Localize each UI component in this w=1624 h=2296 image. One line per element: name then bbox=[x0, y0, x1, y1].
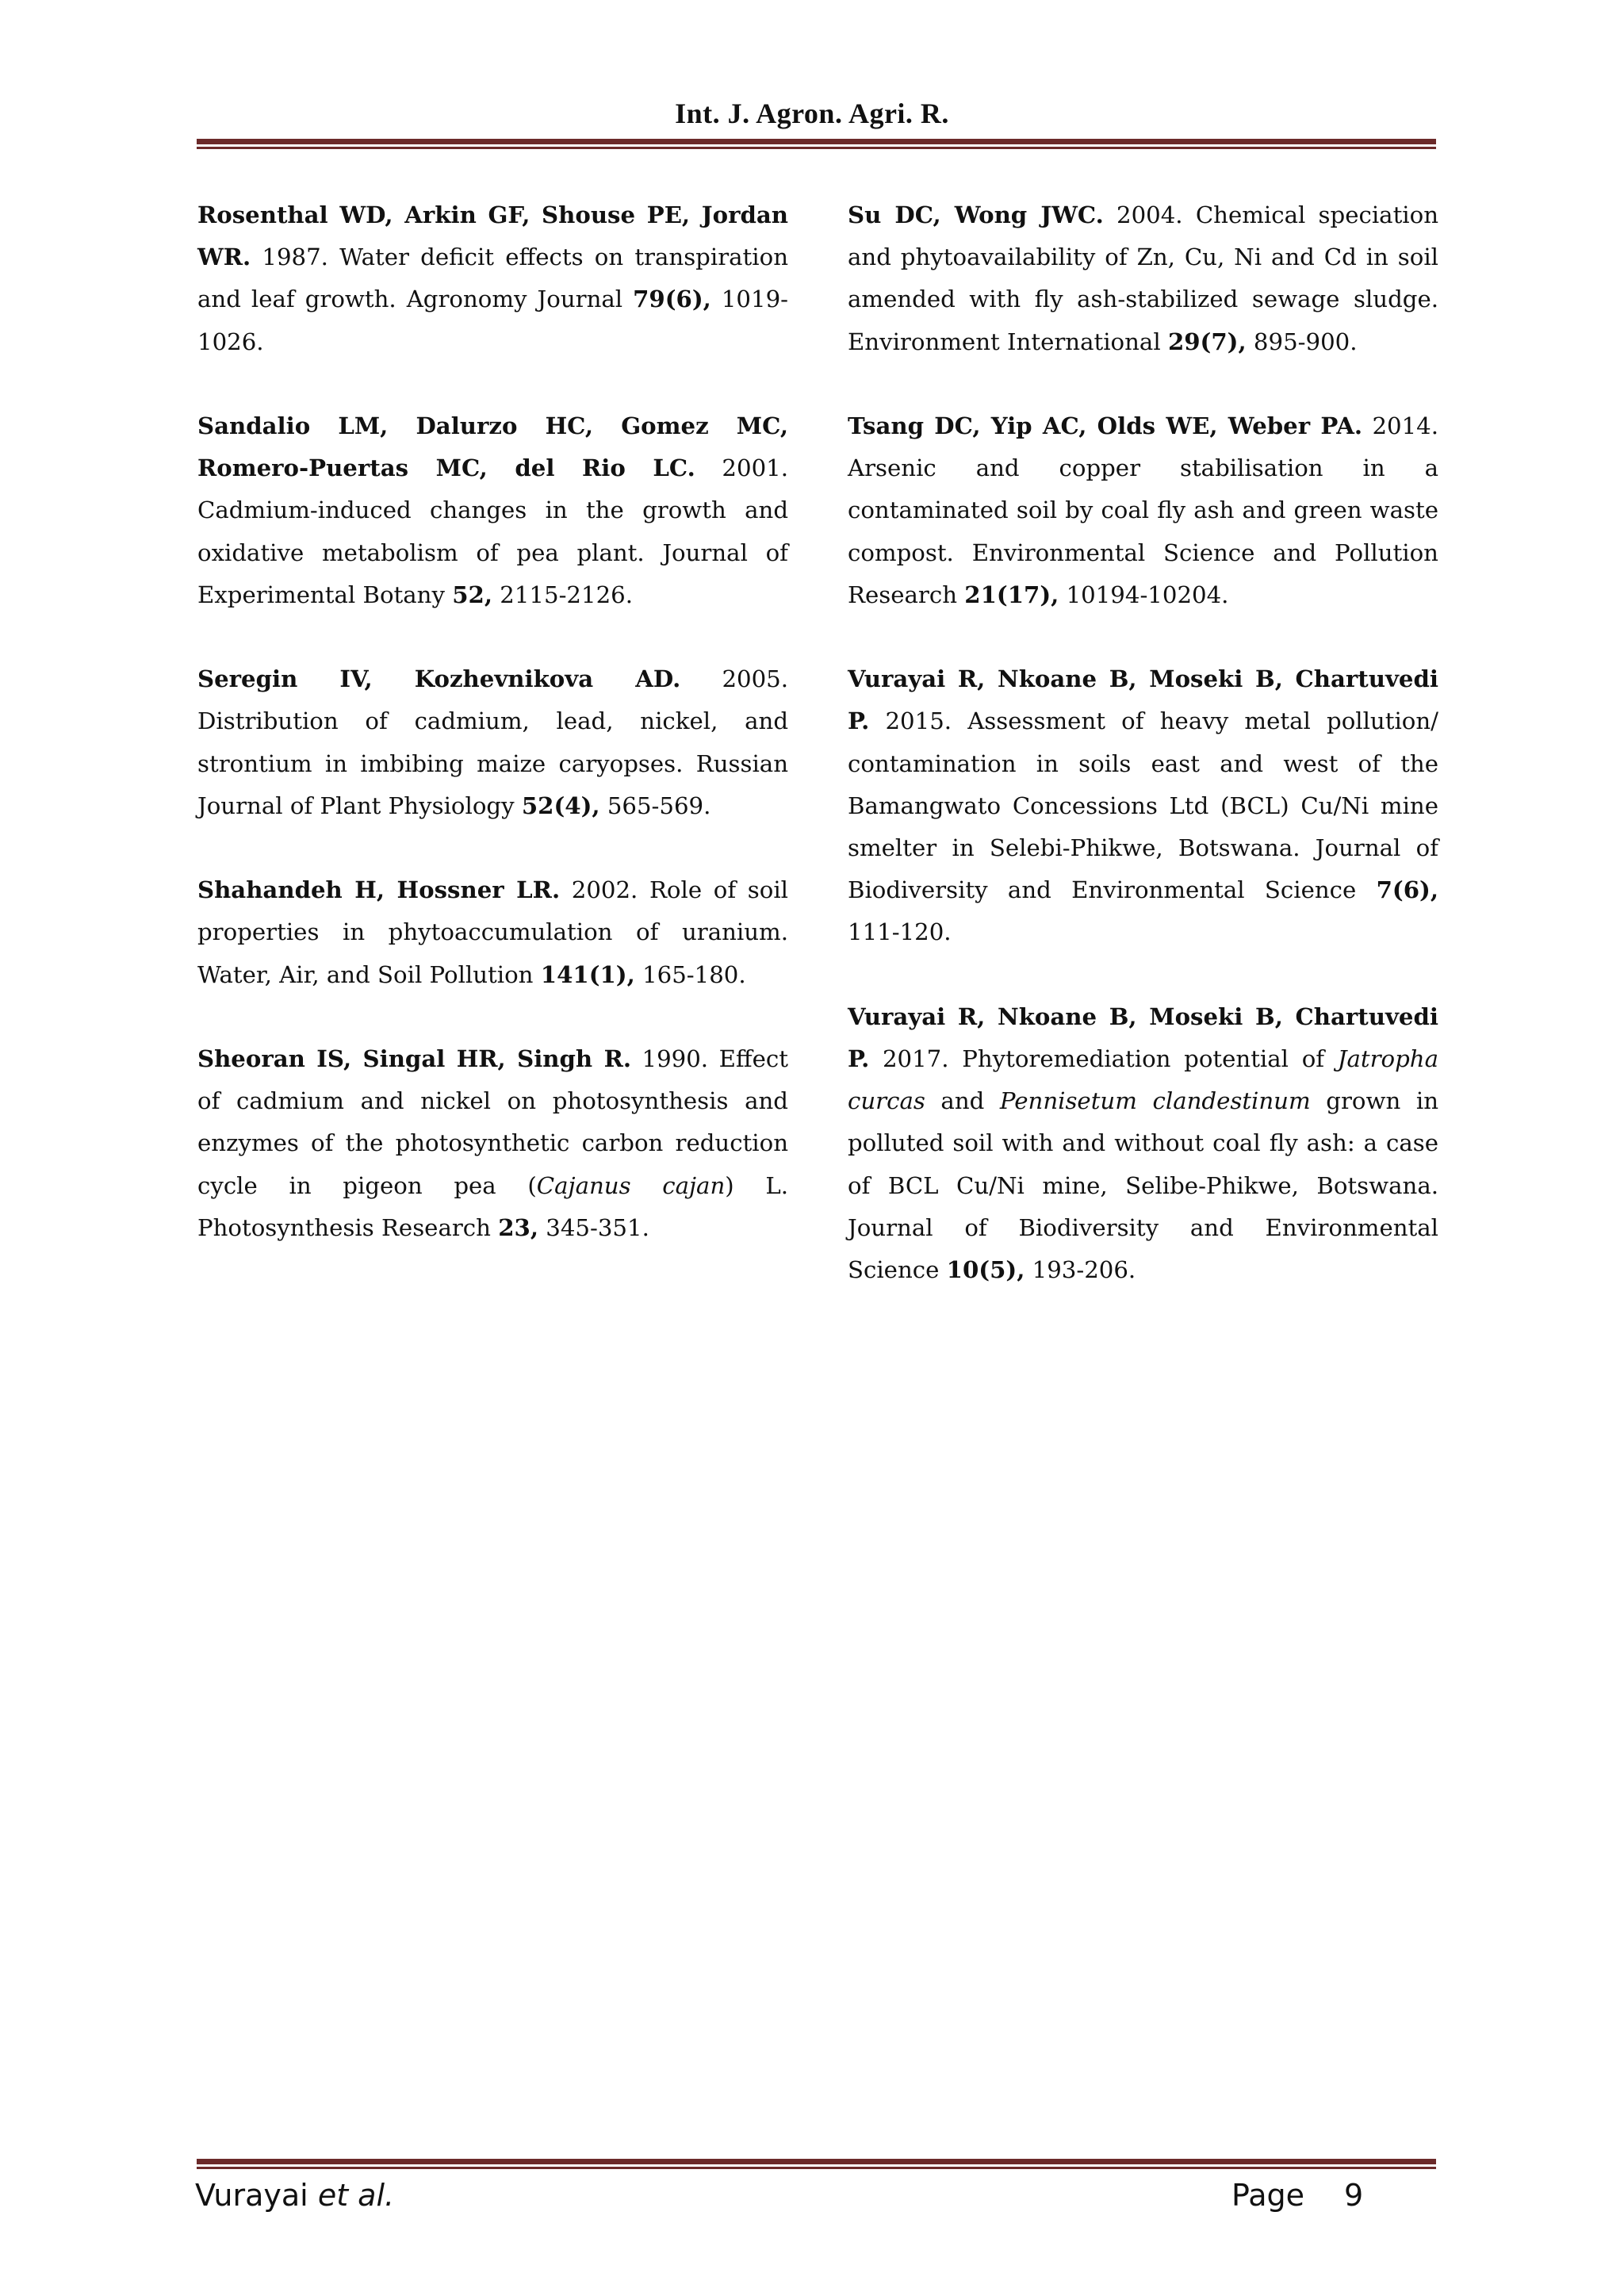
reference-authors: Sandalio LM, Dalurzo HC, Gomez MC, Romero-Puertas MC, del Rio LC. bbox=[197, 412, 788, 482]
header-rule-thin bbox=[197, 147, 1436, 149]
reference-entry: Tsang DC, Yip AC, Olds WE, Weber PA. 2014. Arsenic and copper stabilisation in a contaminated soil by coal fly ash and green waste compost. Environmental Science and Pollution Research 21(17), 10194-10204. bbox=[848, 412, 1439, 608]
reference-volume: 7(6), bbox=[1376, 876, 1438, 904]
header-rule-thick bbox=[197, 139, 1436, 144]
reference-volume: 21(17), bbox=[964, 581, 1059, 608]
species-name: Cajanus cajan bbox=[536, 1171, 726, 1199]
references-right-column bbox=[848, 194, 1438, 1333]
reference-volume: 141(1), bbox=[540, 960, 635, 988]
reference-authors: Seregin IV, Kozhevnikova AD. bbox=[197, 665, 681, 693]
footer-rule-thick bbox=[197, 2159, 1436, 2164]
journal-running-title: Int. J. Agron. Agri. R. bbox=[675, 98, 949, 129]
reference-volume: 52, bbox=[452, 581, 493, 608]
reference-authors: Sheoran IS, Singal HR, Singh R. bbox=[197, 1045, 631, 1072]
reference-volume: 79(6), bbox=[633, 286, 711, 313]
header-rule bbox=[197, 139, 1436, 149]
reference-entry: Vurayai R, Nkoane B, Moseki B, Chartuvedi P. 2017. Phytoremediation potential of Jatropha curcas and Pennisetum clandestinum grown in polluted soil with and without coal fly ash: a case of BCL Cu/Ni mine, Selibe-Phikwe, Botswana. Journal of Biodiversity and Environmental Science 10(5), 193-206. bbox=[848, 1002, 1438, 1284]
footer-page bbox=[1231, 2178, 1363, 2213]
footer-rule bbox=[197, 2159, 1436, 2169]
footer-author: Vurayai et al. bbox=[195, 2178, 395, 2213]
species-name: Pennisetum clandestinum bbox=[999, 1087, 1311, 1115]
footer-rule-thin bbox=[197, 2167, 1436, 2169]
page-number: 9 bbox=[1344, 2178, 1364, 2213]
reference-entry: Su DC, Wong JWC. 2004. Chemical speciation and phytoavailability of Zn, Cu, Ni and Cd in soil amended with fly ash-stabilized sewage sludge. Environment International 29(7), 895-900. bbox=[848, 201, 1438, 355]
reference-authors: Tsang DC, Yip AC, Olds WE, Weber PA. bbox=[848, 412, 1363, 439]
reference-authors: Vurayai R, Nkoane B, Moseki B, Chartuvedi P. bbox=[848, 665, 1438, 735]
reference-entry: Seregin IV, Kozhevnikova AD. 2005. Distribution of cadmium, lead, nickel, and strontium in imbibing maize caryopses. Russian Journal of Plant Physiology 52(4), 565-569. bbox=[197, 665, 788, 819]
species-name: Jatropha curcas bbox=[848, 1045, 1438, 1115]
reference-entry: Rosenthal WD, Arkin GF, Shouse PE, Jordan WR. 1987. Water deficit effects on transpiration and leaf growth. Agronomy Journal 79(6), 1019-1026. bbox=[197, 201, 788, 355]
reference-volume: 29(7), bbox=[1167, 328, 1247, 355]
references-left-column bbox=[197, 194, 788, 1291]
reference-authors: Su DC, Wong JWC. bbox=[848, 201, 1104, 228]
reference-entry: Vurayai R, Nkoane B, Moseki B, Chartuvedi P. 2015. Assessment of heavy metal pollution/ contamination in soils east and west of the Bamangwato Concessions Ltd (BCL) Cu/Ni mine smelter in Selebi-Phikwe, Botswana. Journal of Biodiversity and Environmental Science 7(6), 111-120. bbox=[848, 665, 1438, 946]
reference-volume: 52(4), bbox=[521, 792, 600, 819]
reference-volume: 10(5), bbox=[946, 1256, 1025, 1284]
reference-authors: Shahandeh H, Hossner LR. bbox=[197, 876, 561, 904]
reference-volume: 23, bbox=[498, 1213, 539, 1241]
reference-entry: Shahandeh H, Hossner LR. 2002. Role of soil properties in phytoaccumulation of uranium. Water, Air, and Soil Pollution 141(1), 165-180. bbox=[197, 876, 788, 988]
reference-authors: Vurayai R, Nkoane B, Moseki B, Chartuvedi P. bbox=[848, 1002, 1438, 1073]
page-label: Page bbox=[1231, 2178, 1304, 2213]
reference-entry: Sheoran IS, Singal HR, Singh R. 1990. Effect of cadmium and nickel on photosynthesis and enzymes of the photosynthetic carbon reduction cycle in pigeon pea (Cajanus cajan) L. Photosynthesis Research 23, 345-351. bbox=[197, 1045, 788, 1241]
reference-entry: Sandalio LM, Dalurzo HC, Gomez MC, Romero-Puertas MC, del Rio LC. 2001. Cadmium-induced changes in the growth and oxidative metabolism of pea plant. Journal of Experimental Botany 52, 2115-2126. bbox=[197, 412, 788, 608]
reference-authors: Rosenthal WD, Arkin GF, Shouse PE, Jordan WR. bbox=[197, 201, 788, 271]
